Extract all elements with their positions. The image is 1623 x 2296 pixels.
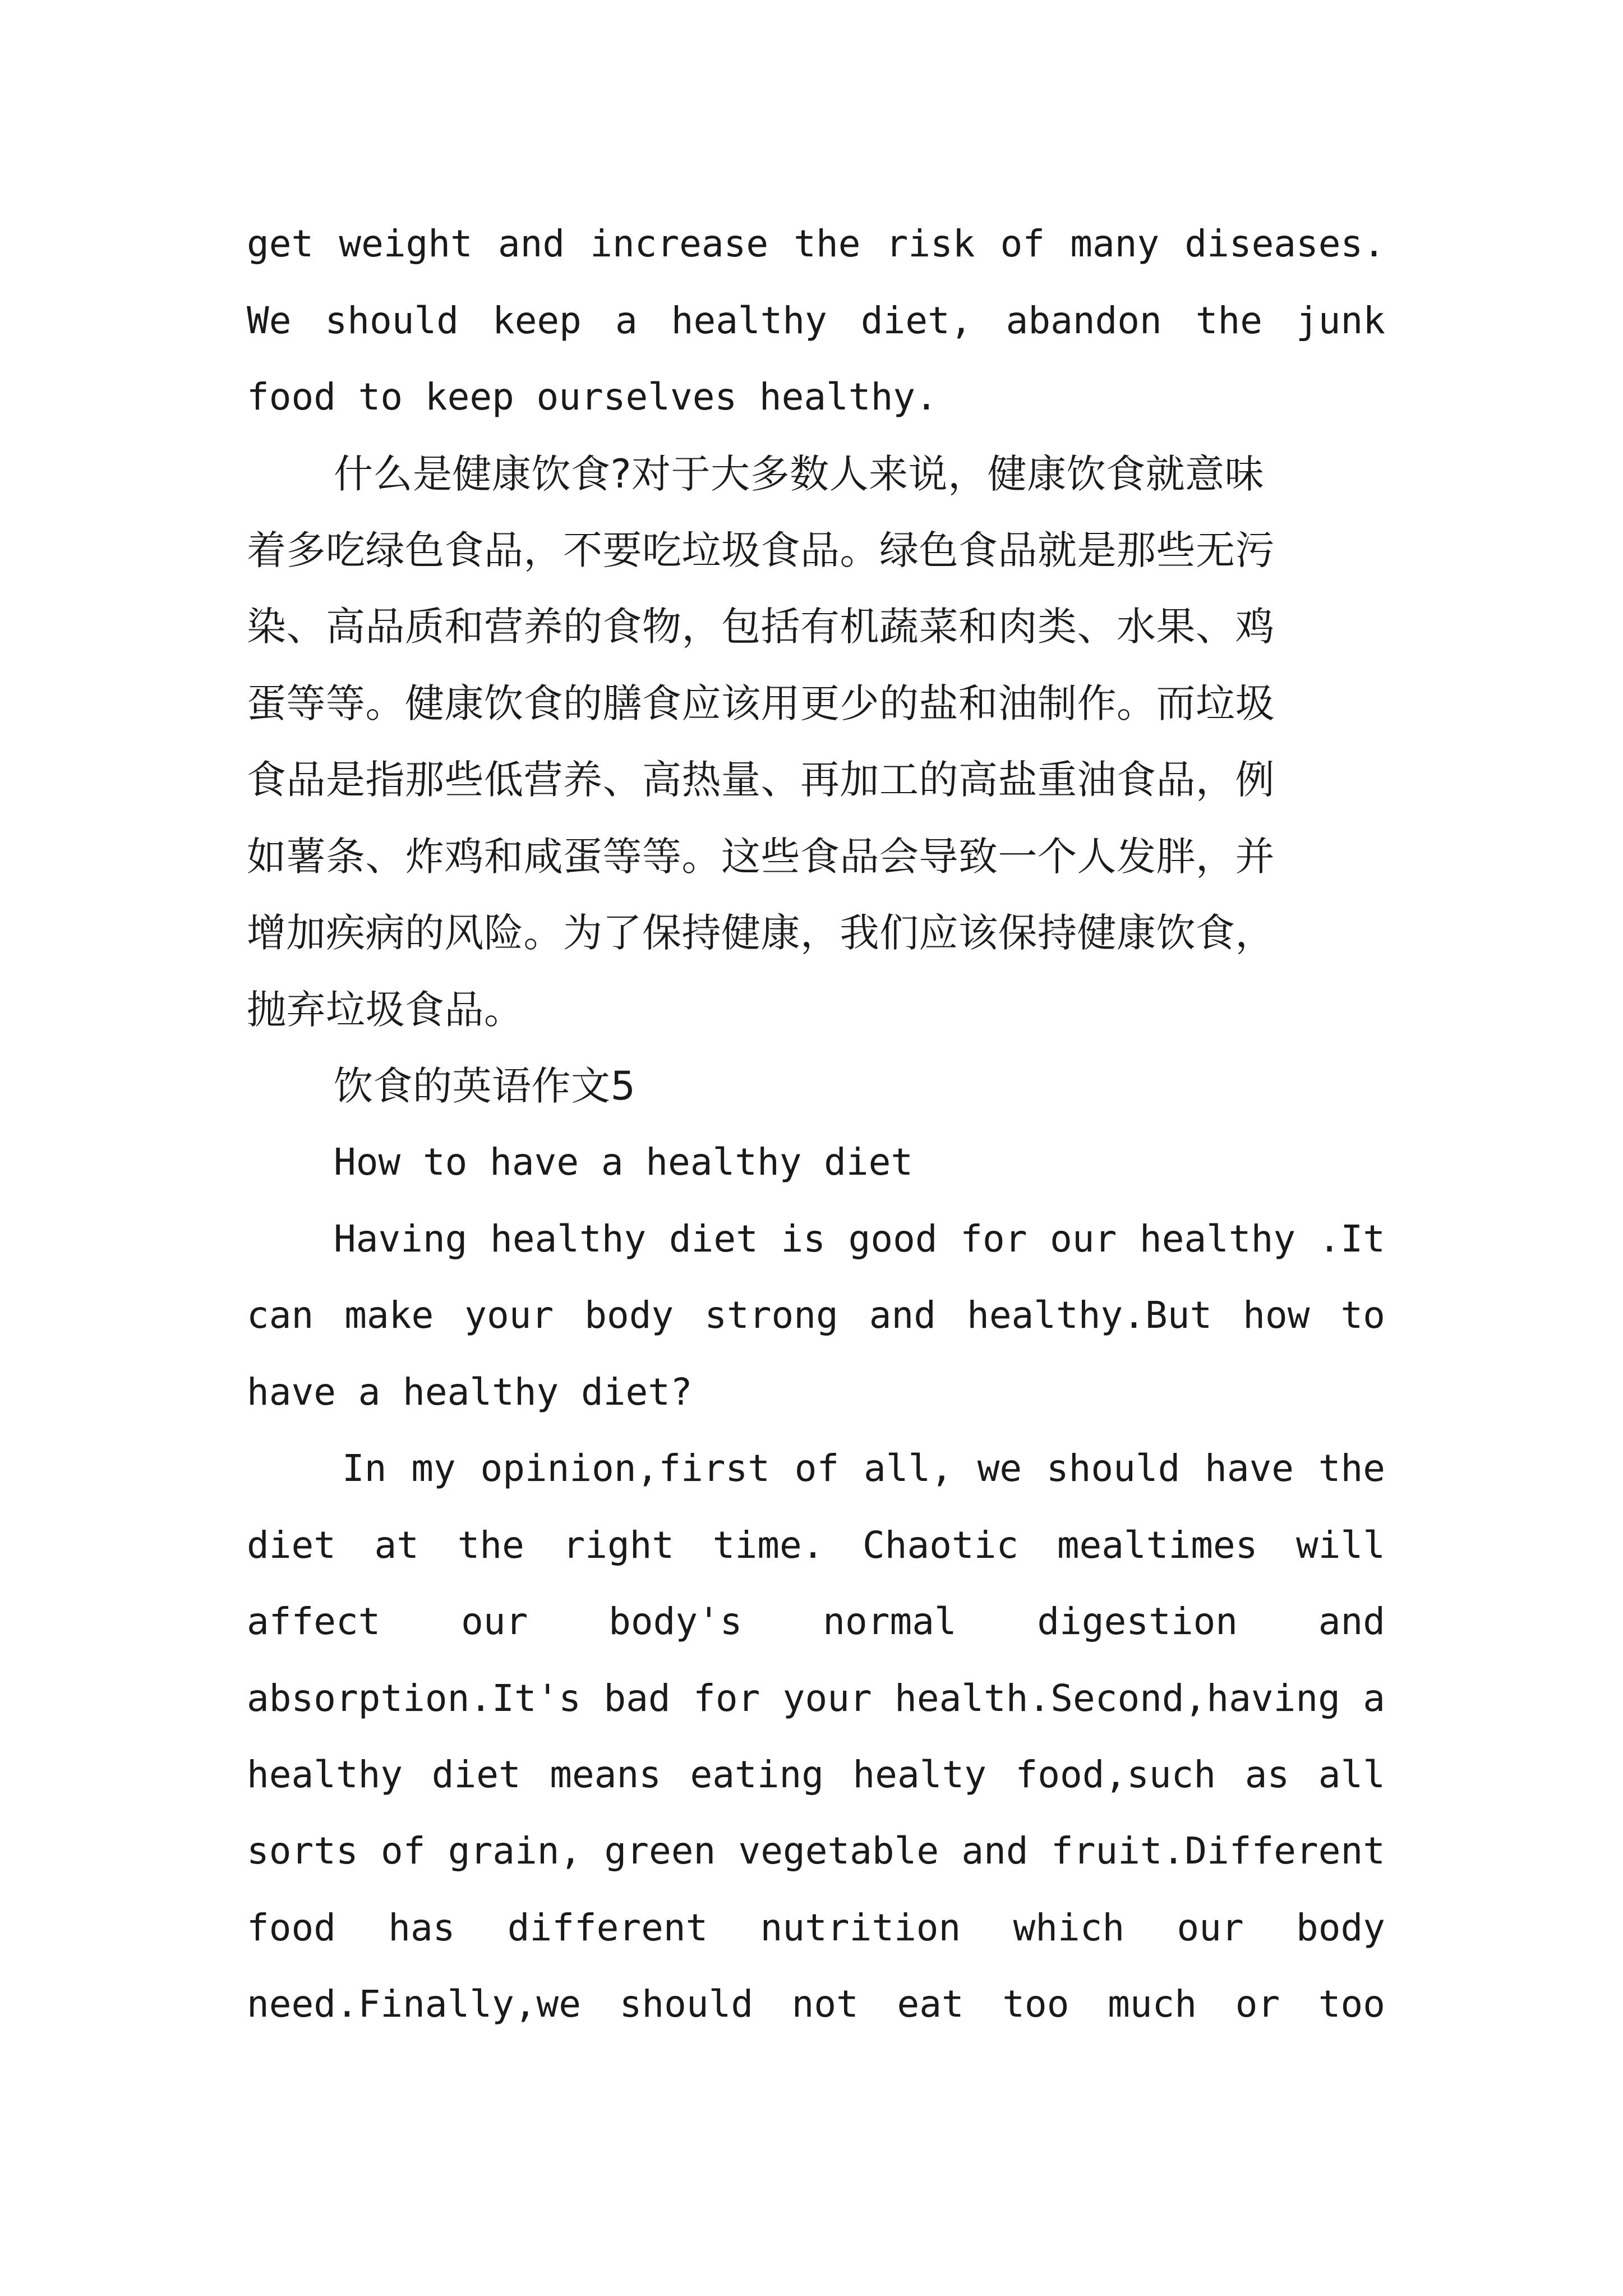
text-line: absorption.It's bad for your health.Second,having a xyxy=(247,1677,1385,1720)
text-line: healthy diet means eating healty food,such as all xyxy=(247,1753,1385,1796)
section-heading: 饮食的英语作文5 xyxy=(334,1063,636,1109)
essay-title: How to have a healthy diet xyxy=(334,1140,914,1184)
text-line: We should keep a healthy diet, abandon the junk xyxy=(247,299,1385,342)
text-line: 什么是健康饮食?对于大多数人来说，健康饮食就意味 xyxy=(334,451,1265,497)
text-line: 增加疾病的风险。为了保持健康，我们应该保持健康饮食， xyxy=(247,910,1275,956)
text-line: 着多吃绿色食品，不要吃垃圾食品。绿色食品就是那些无污 xyxy=(247,527,1275,573)
text-line: food has different nutrition which our body xyxy=(247,1906,1385,1949)
text-line: 染、高品质和营养的食物，包括有机蔬菜和肉类、水果、鸡 xyxy=(247,604,1275,650)
text-line: affect our body's normal digestion and xyxy=(247,1600,1385,1643)
text-line: diet at the right time. Chaotic mealtimes will xyxy=(247,1524,1385,1567)
text-line: have a healthy diet? xyxy=(247,1370,693,1414)
text-line: 抛弃垃圾食品。 xyxy=(247,987,524,1033)
text-line: need.Finally,we should not eat too much or too xyxy=(247,1982,1385,2026)
text-line: 蛋等等。健康饮食的膳食应该用更少的盐和油制作。而垃圾 xyxy=(247,680,1275,726)
text-line: food to keep ourselves healthy. xyxy=(247,375,938,418)
text-line: Having healthy diet is good for our healthy .It xyxy=(334,1217,1385,1260)
text-line: can make your body strong and healthy.But how to xyxy=(247,1294,1385,1337)
text-line: sorts of grain, green vegetable and fruit.Different xyxy=(247,1829,1385,1872)
text-line: get weight and increase the risk of many diseases. xyxy=(247,222,1385,265)
text-line: In my opinion,first of all, we should have the xyxy=(342,1447,1385,1490)
text-line: 食品是指那些低营养、高热量、再加工的高盐重油食品，例 xyxy=(247,757,1275,803)
text-line: 如薯条、炸鸡和咸蛋等等。这些食品会导致一个人发胖，并 xyxy=(247,834,1275,880)
